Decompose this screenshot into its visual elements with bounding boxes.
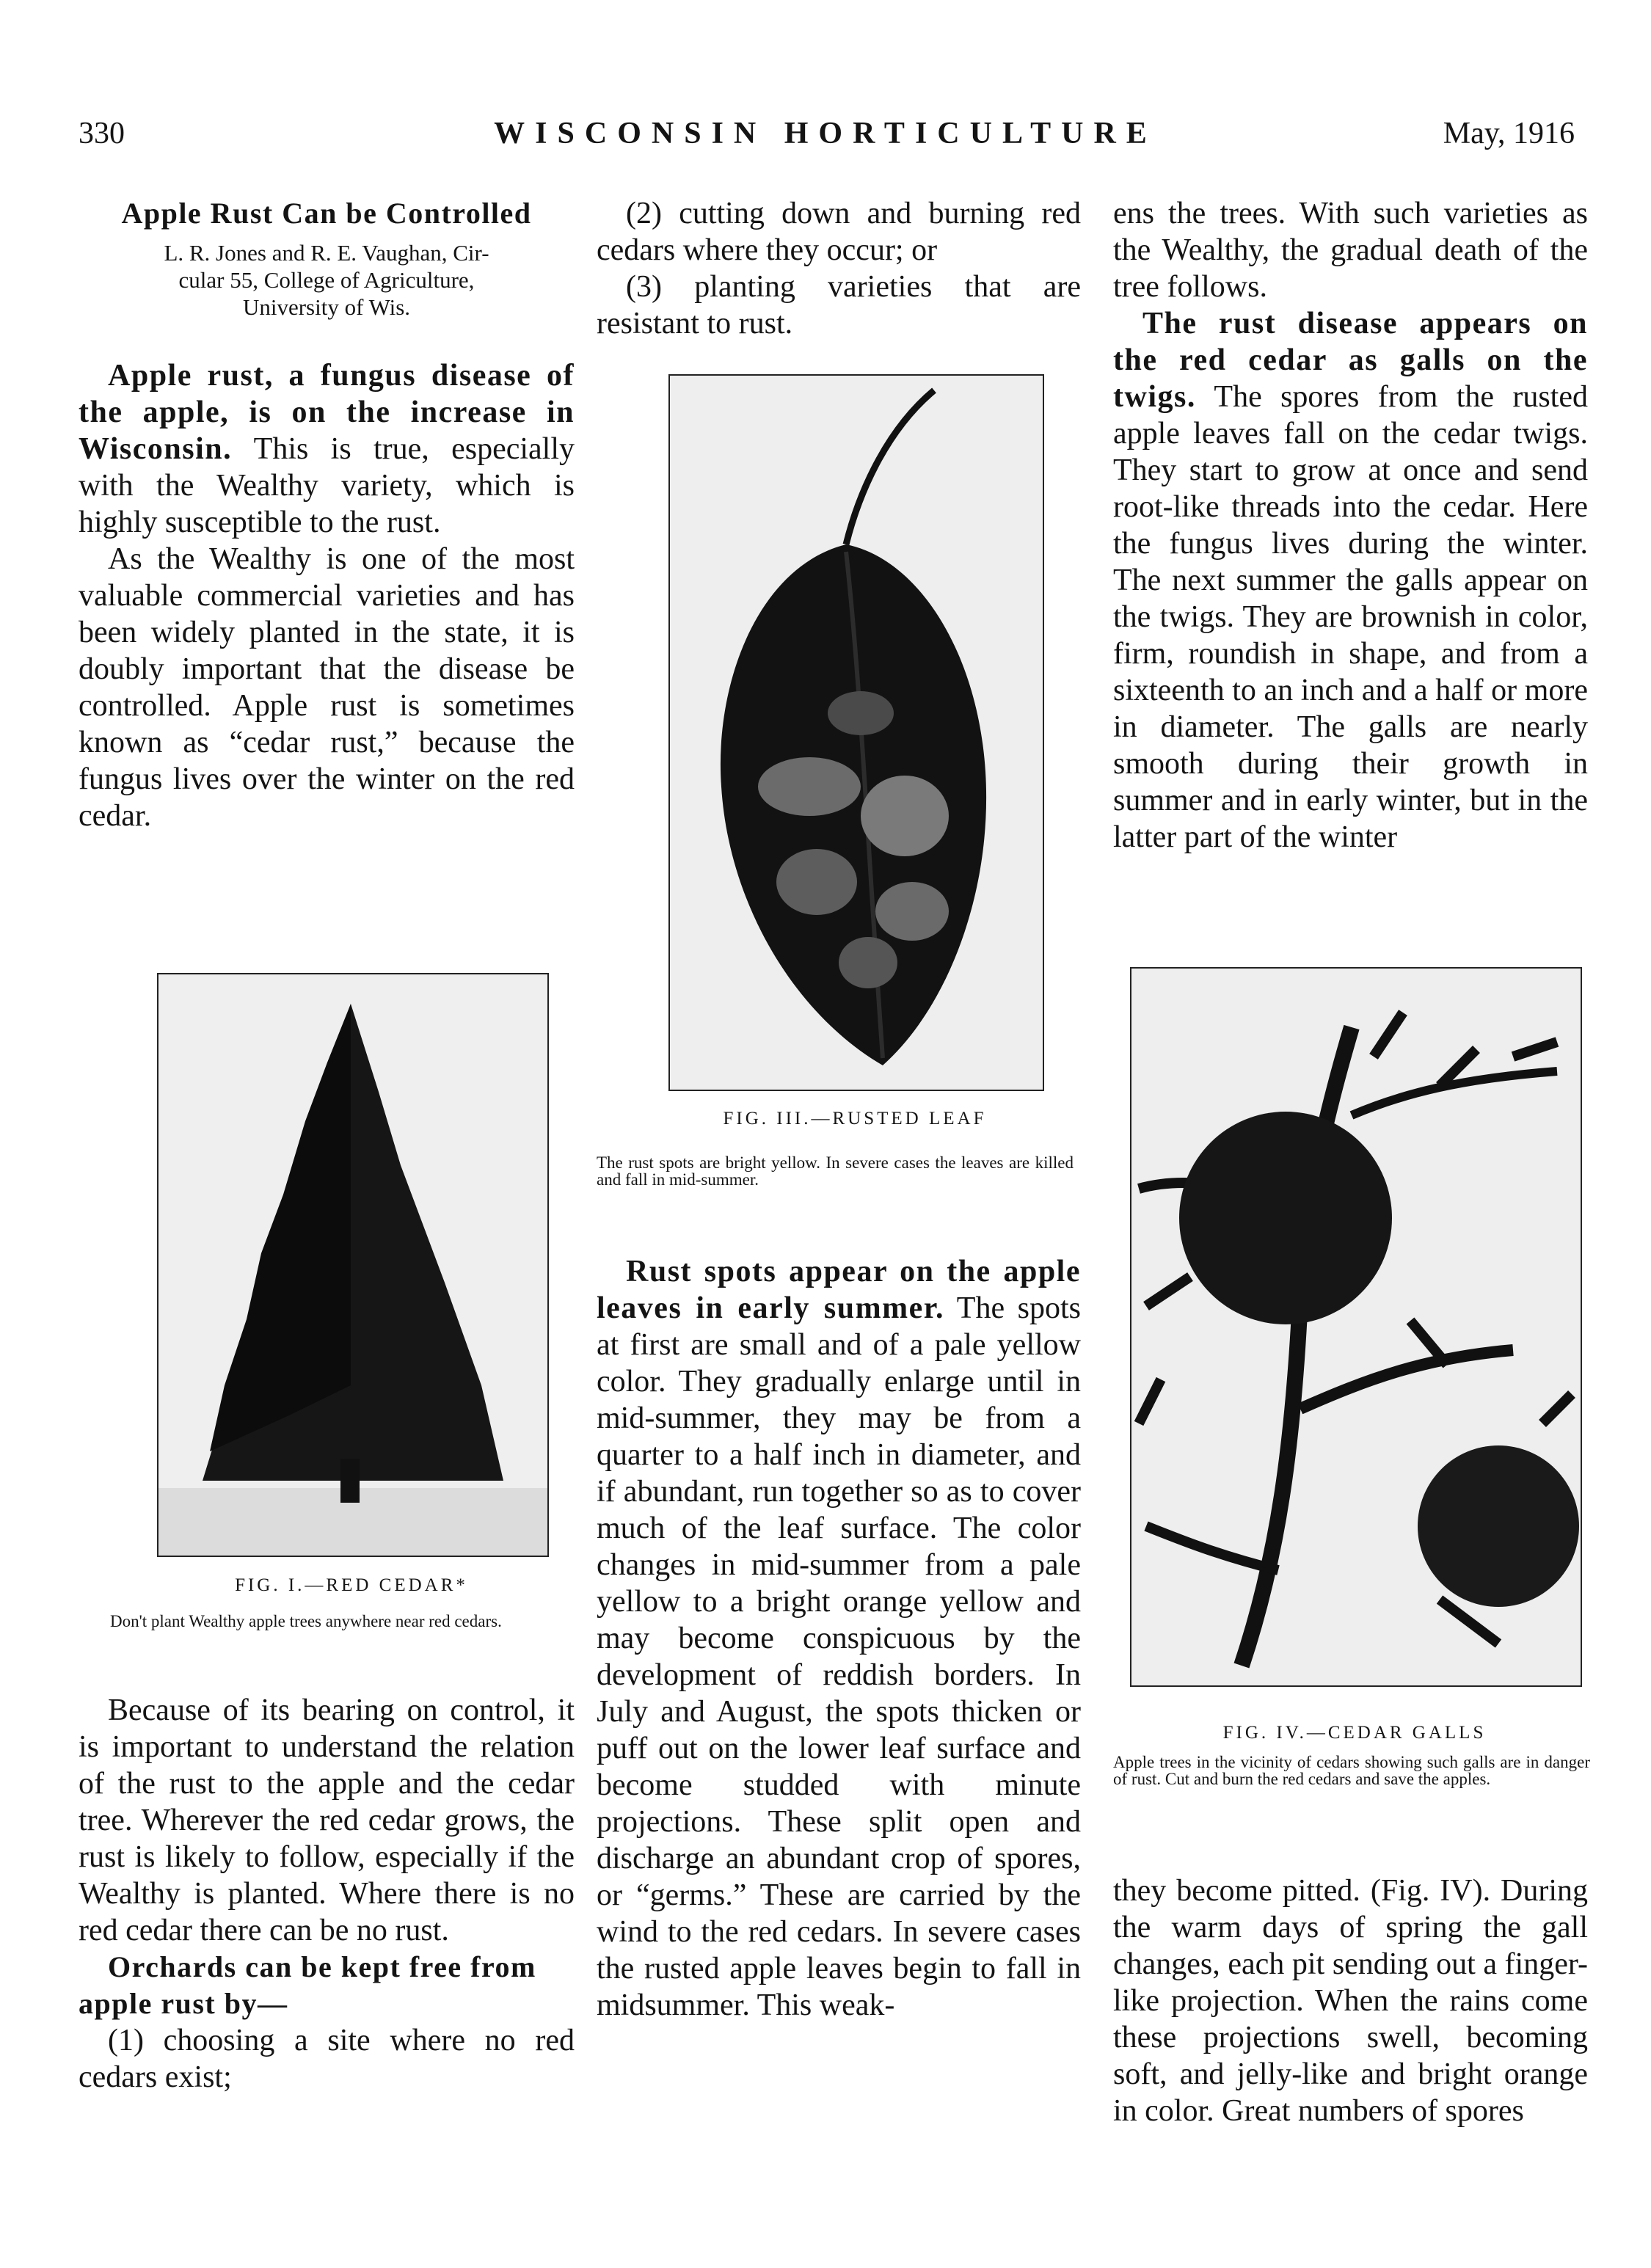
- rusted-leaf-illustration: [670, 376, 1043, 1090]
- column-2-top: [597, 195, 1081, 342]
- journal-title: WISCONSIN HORTICULTURE: [494, 117, 1157, 150]
- figure-4-caption: FIG. IV.—CEDAR GALLS: [1222, 1723, 1487, 1743]
- page-number: 330: [79, 117, 125, 150]
- figure-3-note: The rust spots are bright yellow. In severe cases the leaves are killed and fall in mid-summer.: [597, 1153, 1074, 1189]
- cedar-galls-illustration: [1131, 969, 1581, 1685]
- figure-cedar-galls: [1130, 967, 1582, 1687]
- paragraph-wealthy: As the Wealthy is one of the most valuable commercial varieties and has been widely planted in the state, it is doubly important that the disease be controlled. Apple rust is sometimes known as “cedar rust,” because the fungus lives over the winter on the red cedar.: [79, 542, 575, 833]
- paragraph-weakens: ens the trees. With such varieties as the Wealthy, the gradual death of the tree follows.: [1113, 197, 1588, 304]
- paragraph-cedar-galls: [1113, 305, 1588, 856]
- column-3-bottom: [1113, 1873, 1588, 2129]
- issue-date: May, 1916: [1443, 117, 1575, 150]
- figure-rusted-leaf: [668, 374, 1044, 1091]
- red-cedar-illustration: [158, 974, 547, 1556]
- column-1-top: [79, 195, 575, 834]
- paragraph-rust-spots: [597, 1253, 1081, 2024]
- byline: [79, 239, 575, 321]
- byline-line-3: University of Wis.: [242, 294, 411, 320]
- intro-lead: Apple rust, a fungus disease of the apple, is on the increase in Wisconsin.: [79, 359, 575, 466]
- column-3-top: [1113, 195, 1588, 856]
- paragraph-pitted: they become pitted. (Fig. IV). During the warm days of spring the gall changes, each pit sending out a finger-like projection. When the rains come these projections swell, becoming soft, and jelly-like and bright orange in color. Great numbers of spores: [1113, 1874, 1588, 2128]
- cedar-galls-lead: The rust disease appears on the red cedar as galls on the twigs.: [1113, 307, 1588, 414]
- figure-red-cedar: [157, 973, 549, 1557]
- figure-1-caption: FIG. I.—RED CEDAR*: [235, 1575, 468, 1595]
- list-item-3: (3) planting varieties that are resistant to rust.: [597, 270, 1081, 340]
- figure-4-note: Apple trees in the vicinity of cedars showing such galls are in danger of rust. Cut and burn the red cedars and save the apples.: [1113, 1753, 1590, 1788]
- byline-line-1: L. R. Jones and R. E. Vaughan, Cir-: [164, 240, 489, 266]
- byline-line-2: cular 55, College of Agriculture,: [178, 267, 475, 293]
- figure-3-caption: FIG. III.—RUSTED LEAF: [723, 1109, 987, 1128]
- intro-rest: This is true, especially with the Wealthy variety, which is highly susceptible to the rust.: [79, 432, 575, 539]
- rust-spots-lead: Rust spots appear on the apple leaves in early summer.: [597, 1255, 1081, 1325]
- column-1-bottom: [79, 1692, 575, 2096]
- column-2-bottom: [597, 1253, 1081, 2024]
- paragraph-intro: [79, 357, 575, 541]
- orchards-heading: Orchards can be kept free from apple rust by—: [79, 1950, 536, 2020]
- list-item-1: (1) choosing a site where no red cedars exist;: [79, 2024, 575, 2094]
- rust-spots-rest: The spots at first are small and of a pale yellow color. They gradually enlarge until in mid-summer, they may be from a quarter to a half inch in diameter, and if abundant, run together so as to cover much of the leaf surface. The color changes in mid-summer from a pale yellow to a bright orange yellow and may become conspicuous by the development of reddish borders. In July and August, the spots thicken or puff out on the lower leaf surface and become studded with minute projections. These split open and discharge an abundant crop of spores, or “germs.” These are carried by the wind to the red cedars. In severe cases the rusted apple leaves begin to fall in midsummer. This weak-: [597, 1291, 1081, 2022]
- list-item-2: (2) cutting down and burning red cedars where they occur; or: [597, 197, 1081, 267]
- article-title: Apple Rust Can be Controlled: [121, 197, 532, 230]
- figure-1-note: Don't plant Wealthy apple trees anywhere near red cedars.: [110, 1612, 502, 1630]
- cedar-galls-rest: The spores from the rusted apple leaves fall on the cedar twigs. They start to grow at once and send root-like threads into the cedar. Here the fungus lives during the winter. The next summer the galls appear on the twigs. They are brownish in color, firm, roundish in shape, and from a sixteenth to an inch and a half or more in diameter. The galls are nearly smooth during their growth in summer and in early winter, but in the latter part of the winter: [1113, 380, 1588, 854]
- paragraph-relation: Because of its bearing on control, it is important to understand the relation of the rust to the apple and the cedar tree. Wherever the red cedar grows, the rust is likely to follow, especially if the Wealthy is planted. Where there is no red cedar there can be no rust.: [79, 1693, 575, 1947]
